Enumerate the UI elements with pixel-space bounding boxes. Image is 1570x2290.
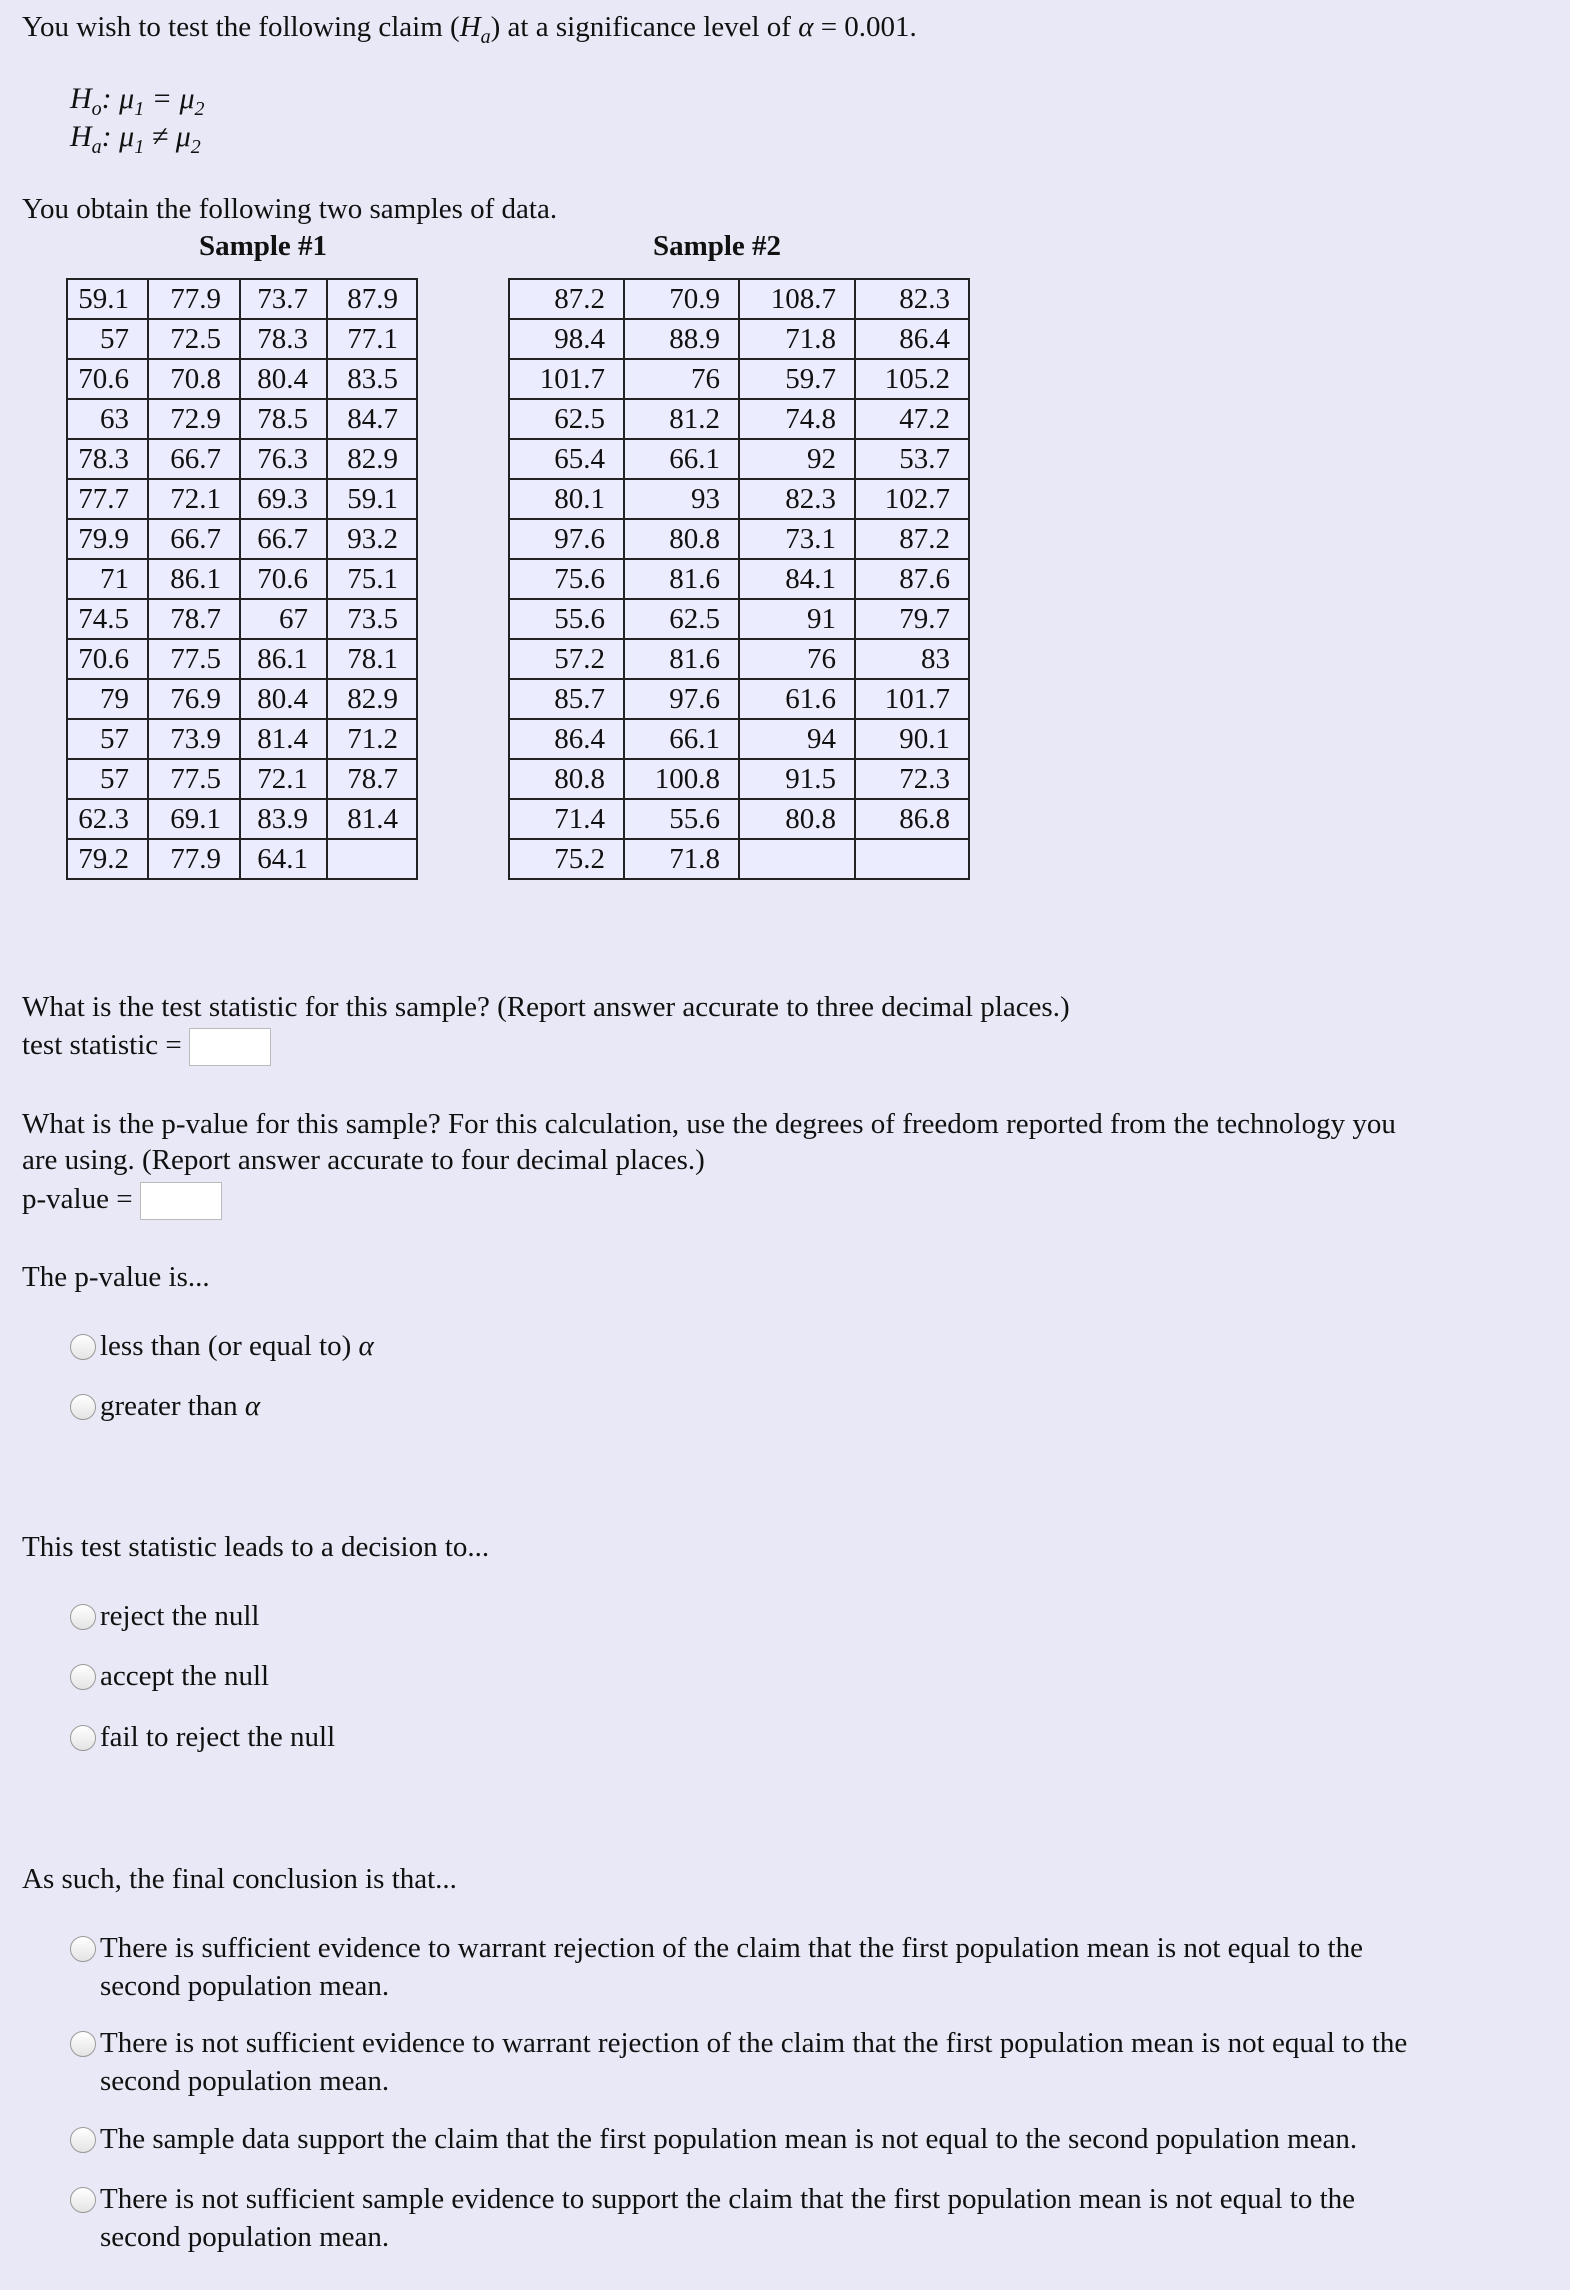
compare-option-greater-label: greater than: [100, 1390, 245, 1422]
claim-ha-subscript: a: [480, 25, 491, 48]
table-cell: 86.1: [148, 559, 240, 599]
table-cell: 73.7: [240, 279, 327, 319]
table-cell: 70.6: [67, 359, 148, 399]
table-row: [509, 719, 969, 759]
table-cell: 62.5: [624, 599, 739, 639]
table-cell: 87.2: [509, 279, 624, 319]
table-cell: 101.7: [855, 679, 969, 719]
compare-option-greater[interactable]: [70, 1387, 260, 1425]
claim-ha-symbol: H: [459, 11, 481, 43]
table-cell: 71.8: [739, 319, 855, 359]
table-cell: 90.1: [855, 719, 969, 759]
sample1-table: [66, 278, 418, 880]
table-cell: 73.5: [327, 599, 417, 639]
sample2-title: Sample #2: [652, 230, 782, 262]
table-row: [67, 359, 417, 399]
table-cell: 64.1: [240, 839, 327, 879]
table-cell: 66.7: [240, 519, 327, 559]
conclusion-option-2-line1: There is not sufficient evidence to warrant rejection of the claim that the first population mean is not equal to the: [100, 2027, 1408, 2059]
table-cell: 66.7: [148, 439, 240, 479]
table-cell: 79.9: [67, 519, 148, 559]
alpha-symbol: α: [244, 1390, 261, 1422]
table-cell: 79: [67, 679, 148, 719]
table-cell: 70.6: [67, 639, 148, 679]
table-cell: 75.6: [509, 559, 624, 599]
table-cell: 94: [739, 719, 855, 759]
p-value-input[interactable]: [140, 1182, 222, 1220]
table-cell: 79.7: [855, 599, 969, 639]
samples-intro: You obtain the following two samples of data.: [22, 193, 558, 225]
table-cell: 70.9: [624, 279, 739, 319]
test-stat-question: What is the test statistic for this sample? (Report answer accurate to three decimal places.): [22, 991, 1070, 1023]
table-cell: 82.3: [855, 279, 969, 319]
table-cell: 72.5: [148, 319, 240, 359]
decision-option-fail-to-reject[interactable]: [70, 1718, 335, 1756]
table-cell: 93.2: [327, 519, 417, 559]
table-cell: 76: [624, 359, 739, 399]
conclusion-option-3[interactable]: [70, 2120, 1357, 2158]
table-cell: 81.4: [240, 719, 327, 759]
conclusion-option-1[interactable]: [70, 1929, 1363, 2005]
conclusion-option-2-line2: second population mean.: [100, 2065, 390, 2097]
table-cell: 97.6: [509, 519, 624, 559]
table-cell: 57: [67, 759, 148, 799]
table-row: [67, 799, 417, 839]
table-cell: 83.5: [327, 359, 417, 399]
decision-option-accept[interactable]: [70, 1657, 269, 1695]
table-row: [67, 719, 417, 759]
table-cell: 72.3: [855, 759, 969, 799]
table-cell: 80.4: [240, 359, 327, 399]
table-cell: 84.1: [739, 559, 855, 599]
table-cell: 87.9: [327, 279, 417, 319]
conclusion-option-2[interactable]: [70, 2024, 1407, 2100]
table-cell: 69.1: [148, 799, 240, 839]
table-cell: 65.4: [509, 439, 624, 479]
radio-button[interactable]: [70, 1725, 96, 1751]
table-cell: 62.3: [67, 799, 148, 839]
p-value-question-line2: are using. (Report answer accurate to four decimal places.): [22, 1144, 705, 1176]
table-cell: 59.1: [327, 479, 417, 519]
table-cell: 81.6: [624, 559, 739, 599]
p-value-row: [22, 1180, 222, 1220]
table-cell: 82.9: [327, 679, 417, 719]
table-row: [67, 679, 417, 719]
decision-option-reject[interactable]: [70, 1597, 259, 1635]
table-cell: 55.6: [624, 799, 739, 839]
table-cell: 59.1: [67, 279, 148, 319]
radio-button[interactable]: [70, 2031, 96, 2057]
table-row: [67, 279, 417, 319]
table-row: [67, 839, 417, 879]
table-cell: 80.8: [739, 799, 855, 839]
claim-intro-text: You wish to test the following claim (: [22, 11, 460, 43]
table-cell: 69.3: [240, 479, 327, 519]
table-cell: 83.9: [240, 799, 327, 839]
table-cell: 71: [67, 559, 148, 599]
ha-symbol: H: [70, 120, 92, 153]
table-row: [67, 479, 417, 519]
table-cell: 76.9: [148, 679, 240, 719]
table-row: [509, 559, 969, 599]
table-cell: 75.2: [509, 839, 624, 879]
table-cell: 57: [67, 719, 148, 759]
table-cell: 80.4: [240, 679, 327, 719]
table-cell: 53.7: [855, 439, 969, 479]
table-cell: [327, 839, 417, 879]
table-cell: 81.2: [624, 399, 739, 439]
p-value-question-line1: What is the p-value for this sample? For this calculation, use the degrees of freedom reported from the technology you: [22, 1108, 1396, 1140]
test-stat-label: test statistic =: [22, 1029, 182, 1061]
table-cell: 70.6: [240, 559, 327, 599]
alternative-hypothesis: [70, 118, 201, 166]
radio-button[interactable]: [70, 1394, 96, 1420]
table-cell: 62.5: [509, 399, 624, 439]
table-cell: 77.9: [148, 839, 240, 879]
table-cell: 59.7: [739, 359, 855, 399]
claim-intro-text-2: ) at a significance level of: [490, 11, 791, 43]
ha-subscript: a: [91, 136, 102, 158]
table-cell: 66.7: [148, 519, 240, 559]
table-row: [509, 639, 969, 679]
h0-subscript: o: [91, 98, 102, 120]
table-cell: 66.1: [624, 719, 739, 759]
table-cell: 83: [855, 639, 969, 679]
table-cell: 81.4: [327, 799, 417, 839]
conclusion-option-1-line2: second population mean.: [100, 1970, 390, 2002]
alpha-symbol: α: [358, 1330, 374, 1362]
table-cell: 108.7: [739, 279, 855, 319]
table-cell: 57.2: [509, 639, 624, 679]
h0-index-2: 2: [194, 98, 205, 120]
table-cell: 86.4: [855, 319, 969, 359]
table-cell: [855, 839, 969, 879]
table-cell: 76: [739, 639, 855, 679]
table-cell: 74.5: [67, 599, 148, 639]
table-cell: 93: [624, 479, 739, 519]
table-cell: 85.7: [509, 679, 624, 719]
decision-option-reject-label: reject the null: [100, 1600, 260, 1632]
conclusion-option-4[interactable]: [70, 2180, 1355, 2256]
table-row: [509, 599, 969, 639]
compare-option-less-label: less than (or equal to): [100, 1330, 359, 1362]
conclusion-prompt: As such, the final conclusion is that...: [22, 1863, 457, 1895]
table-cell: 86.1: [240, 639, 327, 679]
table-cell: 86.8: [855, 799, 969, 839]
sample1-title: Sample #1: [198, 230, 328, 262]
radio-button[interactable]: [70, 2187, 96, 2213]
table-cell: 82.9: [327, 439, 417, 479]
table-cell: 73.1: [739, 519, 855, 559]
table-cell: 71.8: [624, 839, 739, 879]
decision-option-fail-to-reject-label: fail to reject the null: [100, 1721, 336, 1753]
alpha-symbol: α: [798, 11, 814, 43]
decision-prompt: This test statistic leads to a decision to...: [22, 1531, 490, 1563]
table-row: [509, 279, 969, 319]
ha-mu1: : μ: [101, 120, 135, 153]
table-row: [67, 759, 417, 799]
table-cell: 81.6: [624, 639, 739, 679]
h0-index-1: 1: [134, 98, 145, 120]
table-row: [509, 759, 969, 799]
table-cell: 78.3: [67, 439, 148, 479]
p-value-label: p-value =: [22, 1183, 133, 1215]
table-cell: 75.1: [327, 559, 417, 599]
table-cell: 91.5: [739, 759, 855, 799]
table-row: [509, 359, 969, 399]
table-cell: 66.1: [624, 439, 739, 479]
table-cell: 86.4: [509, 719, 624, 759]
table-cell: 80.8: [509, 759, 624, 799]
table-cell: 78.7: [327, 759, 417, 799]
h0-symbol: H: [70, 82, 92, 115]
table-cell: 71.4: [509, 799, 624, 839]
table-cell: 87.6: [855, 559, 969, 599]
table-row: [509, 439, 969, 479]
table-cell: 72.9: [148, 399, 240, 439]
table-row: [67, 399, 417, 439]
table-cell: 102.7: [855, 479, 969, 519]
table-cell: 77.1: [327, 319, 417, 359]
test-stat-row: [22, 1026, 271, 1066]
table-cell: [739, 839, 855, 879]
radio-button[interactable]: [70, 1604, 96, 1630]
table-row: [509, 799, 969, 839]
table-cell: 47.2: [855, 399, 969, 439]
table-row: [509, 399, 969, 439]
table-row: [509, 479, 969, 519]
compare-prompt: The p-value is...: [22, 1261, 210, 1293]
table-cell: 79.2: [67, 839, 148, 879]
table-cell: 98.4: [509, 319, 624, 359]
ha-index-1: 1: [134, 136, 145, 158]
radio-button[interactable]: [70, 1936, 96, 1962]
conclusion-option-1-line1: There is sufficient evidence to warrant rejection of the claim that the first population mean is not equal to the: [100, 1932, 1363, 1964]
ha-mu2: ≠ μ: [144, 120, 191, 153]
table-cell: 77.5: [148, 639, 240, 679]
table-row: [67, 559, 417, 599]
table-row: [67, 639, 417, 679]
table-row: [509, 839, 969, 879]
table-cell: 88.9: [624, 319, 739, 359]
table-cell: 91: [739, 599, 855, 639]
table-cell: 55.6: [509, 599, 624, 639]
ha-index-2: 2: [190, 136, 201, 158]
conclusion-option-3-label: The sample data support the claim that the first population mean is not equal to the second population mean.: [100, 2123, 1358, 2155]
decision-option-accept-label: accept the null: [100, 1660, 270, 1692]
conclusion-option-4-line1: There is not sufficient sample evidence to support the claim that the first population mean is not equal to the: [100, 2183, 1356, 2215]
table-cell: 78.5: [240, 399, 327, 439]
table-cell: 100.8: [624, 759, 739, 799]
h0-mu1: : μ: [101, 82, 135, 115]
radio-button[interactable]: [70, 1664, 96, 1690]
table-cell: 71.2: [327, 719, 417, 759]
table-cell: 72.1: [240, 759, 327, 799]
table-cell: 77.7: [67, 479, 148, 519]
table-cell: 105.2: [855, 359, 969, 399]
table-cell: 78.1: [327, 639, 417, 679]
table-cell: 57: [67, 319, 148, 359]
radio-button[interactable]: [70, 2127, 96, 2153]
table-cell: 74.8: [739, 399, 855, 439]
compare-option-less[interactable]: [70, 1327, 374, 1365]
table-cell: 80.1: [509, 479, 624, 519]
table-cell: 78.7: [148, 599, 240, 639]
conclusion-option-4-line2: second population mean.: [100, 2221, 390, 2253]
table-cell: 97.6: [624, 679, 739, 719]
table-cell: 77.5: [148, 759, 240, 799]
table-row: [509, 519, 969, 559]
table-cell: 73.9: [148, 719, 240, 759]
table-cell: 92: [739, 439, 855, 479]
claim-intro: [22, 8, 917, 56]
table-cell: 84.7: [327, 399, 417, 439]
table-row: [509, 679, 969, 719]
table-cell: 80.8: [624, 519, 739, 559]
table-cell: 63: [67, 399, 148, 439]
table-cell: 82.3: [739, 479, 855, 519]
table-row: [67, 519, 417, 559]
radio-button[interactable]: [70, 1334, 96, 1360]
table-cell: 72.1: [148, 479, 240, 519]
test-stat-input[interactable]: [189, 1028, 271, 1066]
alpha-value: = 0.001.: [813, 11, 917, 43]
table-cell: 76.3: [240, 439, 327, 479]
table-cell: 77.9: [148, 279, 240, 319]
h0-mu2: = μ: [144, 82, 195, 115]
table-row: [67, 439, 417, 479]
table-row: [67, 319, 417, 359]
table-cell: 70.8: [148, 359, 240, 399]
table-cell: 61.6: [739, 679, 855, 719]
table-row: [509, 319, 969, 359]
table-cell: 67: [240, 599, 327, 639]
table-cell: 87.2: [855, 519, 969, 559]
table-cell: 101.7: [509, 359, 624, 399]
table-cell: 78.3: [240, 319, 327, 359]
table-row: [67, 599, 417, 639]
sample2-table: [508, 278, 970, 880]
